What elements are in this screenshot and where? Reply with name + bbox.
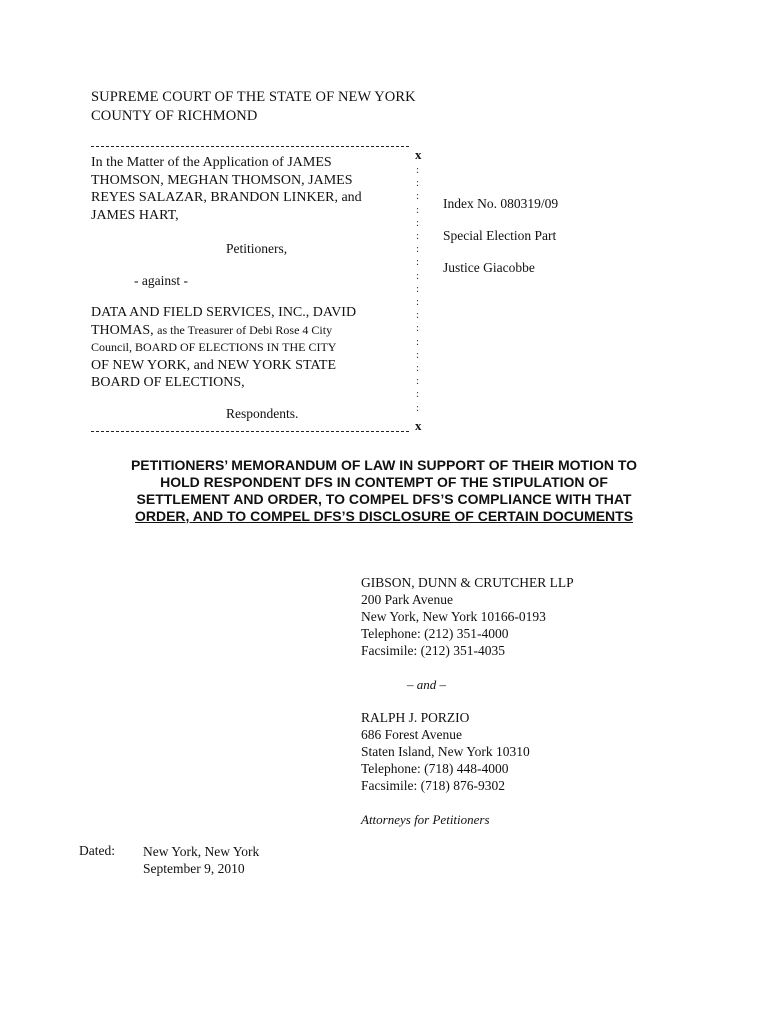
firm-address-2: New York, New York 10166-0193 (361, 609, 546, 624)
respondents-line-3: Council, BOARD OF ELECTIONS IN THE CITY (91, 340, 337, 354)
respondents-line-2 (91, 322, 411, 340)
title-line-1: PETITIONERS’ MEMORANDUM OF LAW IN SUPPORT OF THEIR MOTION TO (130, 457, 638, 473)
title-line-2: HOLD RESPONDENT DFS IN CONTEMPT OF THE STIPULATION OF (160, 474, 608, 490)
counsel-block-1 (361, 574, 574, 659)
index-number: Index No. 080319/09 (443, 196, 559, 211)
counsel-telephone: Telephone: (718) 448-4000 (361, 761, 509, 776)
firm-address-1: 200 Park Avenue (361, 592, 453, 607)
caption-respondents (91, 304, 411, 392)
caption-x-bottom: x (415, 418, 422, 433)
against-label: - against - (134, 273, 188, 288)
court-heading (91, 88, 416, 126)
title-line-4: ORDER, AND TO COMPEL DFS’S DISCLOSURE OF CERTAIN DOCUMENTS (134, 508, 634, 524)
counsel-address-2: Staten Island, New York 10310 (361, 744, 530, 759)
caption-top-rule (91, 146, 409, 147)
counsel-block-2 (361, 709, 530, 794)
firm-name: GIBSON, DUNN & CRUTCHER LLP (361, 575, 574, 590)
petitioners-role: Petitioners, (226, 241, 288, 256)
attorneys-for-petitioners: Attorneys for Petitioners (361, 812, 490, 827)
court-county: COUNTY OF RICHMOND (91, 108, 258, 124)
caption-bottom-rule (91, 431, 409, 432)
firm-facsimile: Facsimile: (212) 351-4035 (361, 643, 505, 658)
dated-value (143, 843, 259, 877)
dated-date: September 9, 2010 (143, 861, 245, 876)
petitioners-line-1: In the Matter of the Application of JAMES (91, 155, 332, 170)
respondents-role: Respondents. (226, 406, 299, 421)
caption-x-top: x (415, 147, 422, 162)
justice-name: Justice Giacobbe (443, 260, 535, 275)
and-separator: – and – (407, 677, 446, 692)
respondents-line-1: DATA AND FIELD SERVICES, INC., DAVID (91, 305, 357, 320)
election-part: Special Election Part (443, 228, 557, 243)
counsel-facsimile: Facsimile: (718) 876-9302 (361, 778, 505, 793)
case-info (443, 196, 558, 292)
caption-colon-column: : : : : : : : : : : : : : : : : : : : (416, 164, 420, 414)
petitioners-line-2: THOMSON, MEGHAN THOMSON, JAMES (91, 172, 353, 188)
counsel-name: RALPH J. PORZIO (361, 710, 470, 725)
respondents-line-2b: as the Treasurer of Debi Rose 4 City (157, 322, 333, 337)
title-line-3: SETTLEMENT AND ORDER, TO COMPEL DFS’S COMPLIANCE WITH THAT (136, 491, 632, 507)
respondents-line-5: BOARD OF ELECTIONS, (91, 375, 245, 390)
petitioners-line-3: REYES SALAZAR, BRANDON LINKER, and (91, 190, 362, 205)
caption-parties (91, 154, 411, 224)
petitioners-line-4: JAMES HART, (91, 207, 179, 223)
memorandum-title (60, 457, 708, 525)
respondents-line-2a: THOMAS, (91, 322, 158, 338)
dated-place: New York, New York (143, 844, 260, 859)
firm-telephone: Telephone: (212) 351-4000 (361, 626, 509, 641)
respondents-line-3 (91, 339, 411, 357)
dated-label: Dated: (79, 843, 115, 858)
respondents-line-4: OF NEW YORK, and NEW YORK STATE (91, 357, 337, 373)
counsel-address-1: 686 Forest Avenue (361, 727, 462, 742)
court-name: SUPREME COURT OF THE STATE OF NEW YORK (91, 89, 416, 105)
